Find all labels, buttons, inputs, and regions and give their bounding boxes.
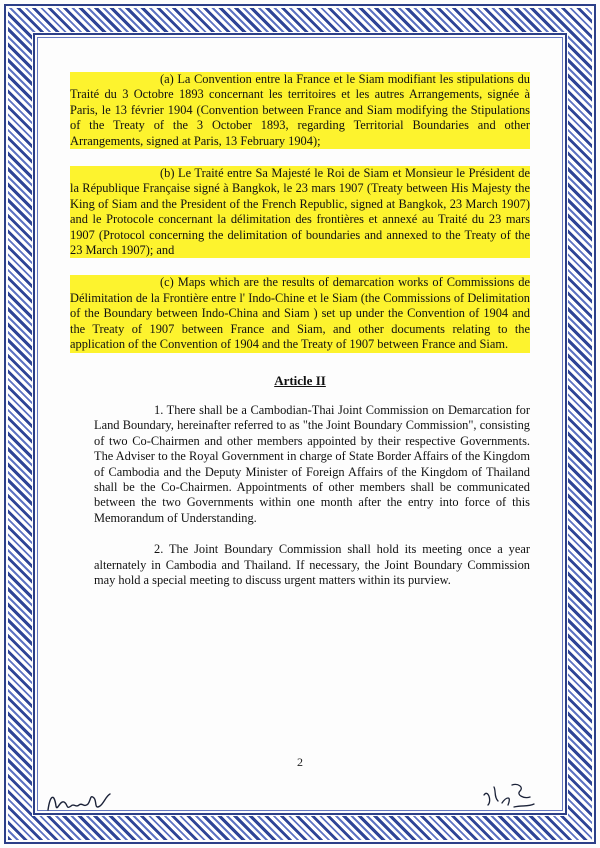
article-heading: Article II xyxy=(274,372,326,388)
paragraph-b xyxy=(70,166,530,258)
signature-left xyxy=(44,786,114,816)
paragraph-a xyxy=(70,72,530,149)
highlighted-text-b: (b) Le Traité entre Sa Majesté le Roi de Siam et Monsieur le Président de la République Française signé à Bangkok, le 23 mars 1907 (Treaty between His Majesty the King of Siam and the President of the French Republic, signed at Bangkok, 23 March 1907) and le Protocole concernant la délimitation des frontières et annexé au Traité du 23 mars 1907 (Protocol concerning the delimitation of boundaries and annexed to the Treaty of the 23 March 1907); and xyxy=(70,166,530,258)
article-paragraph-1: 1. There shall be a Cambodian-Thai Joint Commission on Demarcation for Land Boundary, hereinafter referred to as "the Joint Boundary Commission", consisting of two Co-Chairmen and other members appointed by their respective Governments. The Adviser to the Royal Government in charge of State Border Affairs of the Kingdom of Cambodia and the Deputy Minister of Foreign Affairs of the Kingdom of Thailand shall be the Co-Chairmen. Appointments of other members shall be communicated between the two Governments within one month after the entry into force of this Memorandum of Understanding. xyxy=(94,402,530,525)
page-number: 2 xyxy=(297,755,303,769)
signature-right xyxy=(478,777,538,811)
paragraph-c xyxy=(70,275,530,352)
highlighted-text-a: (a) La Convention entre la France et le Siam modifiant les stipulations du Traité du 3 Octobre 1893 concernant les territoires et les autres Arrangements, signée à Paris, le 13 février 1904 (Convention between France and Siam modifying the Stipulations of the Treaty of the 3 October 1893, regarding Territorial Boundaries and other Arrangements, signed at Paris, 13 February 1904); xyxy=(70,72,530,148)
article-paragraph-2: 2. The Joint Boundary Commission shall hold its meeting once a year alternately in Cambodia and Thailand. If necessary, the Joint Boundary Commission may hold a special meeting to discuss urgent matters within its purview. xyxy=(94,542,530,587)
highlighted-text-c: (c) Maps which are the results of demarcation works of Commissions de Délimitation de la Frontière entre l' Indo-Chine et le Siam (the Commissions of Delimitation of the Boundary between Indo-China and Siam ) set up under the Convention of 1904 and the Treaty of 1907 between France and Siam, and other documents relating to the application of the Convention of 1904 and the Treaty of 1907 between France and Siam. xyxy=(70,275,530,352)
document-body xyxy=(70,72,530,604)
